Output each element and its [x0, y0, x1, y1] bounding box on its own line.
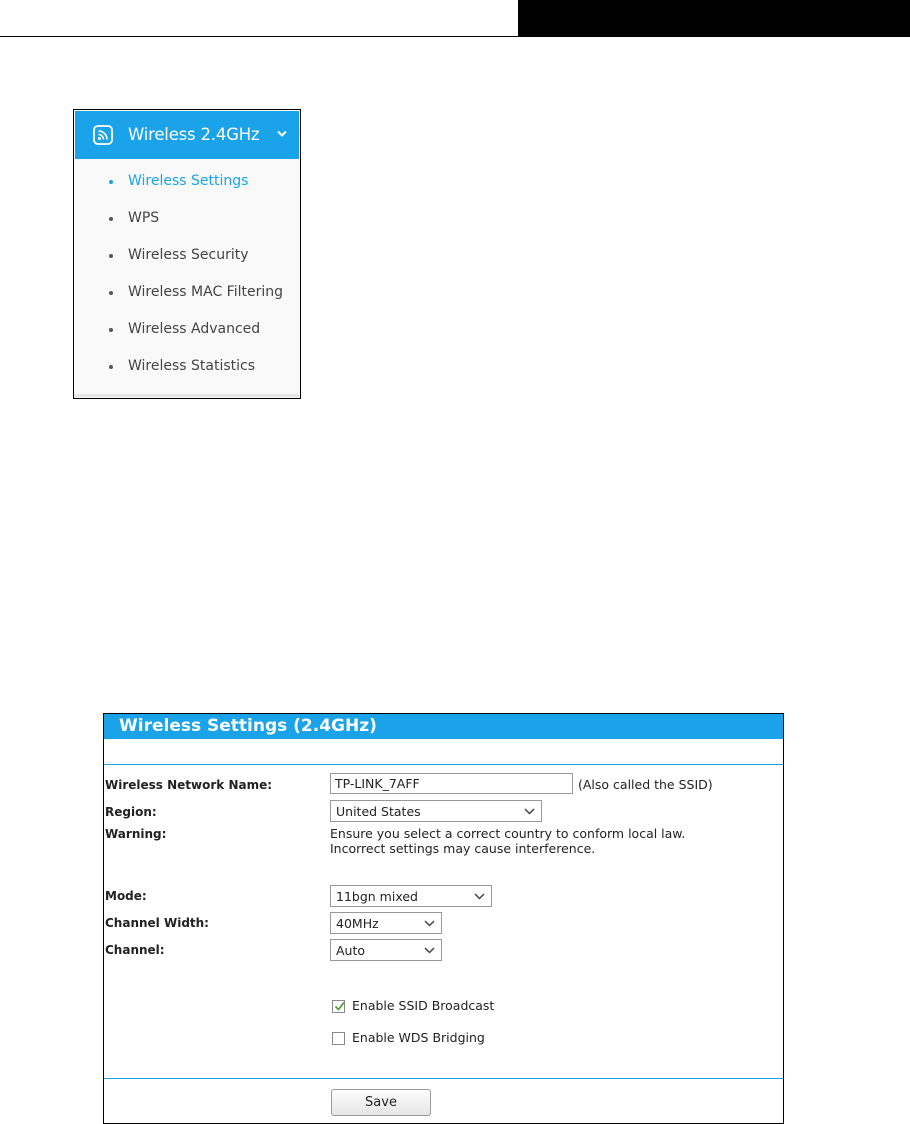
bullet-icon — [109, 254, 113, 258]
menu-item-label: WPS — [128, 210, 160, 226]
chevron-down-icon — [424, 920, 435, 927]
channel-width-label: Channel Width: — [105, 916, 209, 930]
chevron-down-icon — [424, 947, 435, 954]
wireless-icon — [93, 125, 113, 145]
channel-select[interactable] — [330, 939, 442, 961]
channel-width-select[interactable] — [330, 912, 442, 934]
menu-item-wireless-security[interactable] — [75, 242, 299, 272]
menu-item-label: Wireless Settings — [128, 173, 249, 189]
region-select[interactable] — [330, 800, 542, 822]
region-label: Region: — [105, 805, 157, 819]
menu-item-wps[interactable] — [75, 205, 299, 235]
bullet-icon — [109, 217, 113, 221]
ssid-input[interactable] — [330, 773, 573, 794]
divider — [104, 1078, 783, 1079]
menu-item-wireless-statistics[interactable] — [75, 353, 299, 383]
warning-line-2: Incorrect settings may cause interference. — [330, 841, 596, 856]
menu-title: Wireless 2.4GHz — [128, 125, 260, 144]
ssid-hint: (Also called the SSID) — [578, 777, 713, 792]
menu-item-wireless-mac-filtering[interactable] — [75, 279, 299, 309]
header-black-bar — [518, 0, 910, 37]
menu-item-wireless-settings[interactable] — [75, 168, 299, 198]
mode-select[interactable] — [330, 885, 492, 907]
wireless-settings-panel — [103, 713, 784, 1124]
bullet-icon — [109, 180, 113, 184]
bullet-icon — [109, 328, 113, 332]
wireless-menu-inner — [75, 111, 299, 397]
menu-header-wireless-24ghz[interactable] — [75, 111, 299, 159]
save-button[interactable]: Save — [331, 1089, 431, 1116]
bullet-icon — [109, 291, 113, 295]
channel-width-value: 40MHz — [336, 916, 379, 931]
chevron-down-icon[interactable] — [277, 130, 287, 138]
menu-item-wireless-advanced[interactable] — [75, 316, 299, 346]
chevron-down-icon — [474, 893, 485, 900]
wds-bridging-checkbox[interactable] — [332, 1032, 345, 1045]
mode-label: Mode: — [105, 889, 147, 903]
bullet-icon — [109, 365, 113, 369]
panel-title: Wireless Settings (2.4GHz) — [119, 716, 377, 736]
menu-item-label: Wireless Advanced — [128, 321, 261, 337]
wireless-menu — [73, 109, 301, 399]
check-icon — [334, 1001, 345, 1012]
chevron-down-icon — [524, 808, 535, 815]
ssid-broadcast-label: Enable SSID Broadcast — [352, 998, 495, 1013]
warning-line-1: Ensure you select a correct country to conform local law. — [330, 826, 686, 841]
warning-label: Warning: — [105, 827, 167, 841]
divider — [104, 764, 783, 765]
menu-item-label: Wireless Statistics — [128, 358, 256, 374]
ssid-broadcast-checkbox[interactable] — [332, 1000, 345, 1013]
region-value: United States — [336, 804, 421, 819]
panel-header — [104, 714, 783, 739]
wds-bridging-label: Enable WDS Bridging — [352, 1030, 485, 1045]
channel-value: Auto — [336, 943, 366, 958]
channel-label: Channel: — [105, 943, 165, 957]
network-name-label: Wireless Network Name: — [105, 778, 273, 792]
mode-value: 11bgn mixed — [336, 889, 418, 904]
header-rule — [0, 36, 518, 37]
menu-item-label: Wireless Security — [128, 247, 249, 263]
menu-item-label: Wireless MAC Filtering — [128, 284, 283, 300]
